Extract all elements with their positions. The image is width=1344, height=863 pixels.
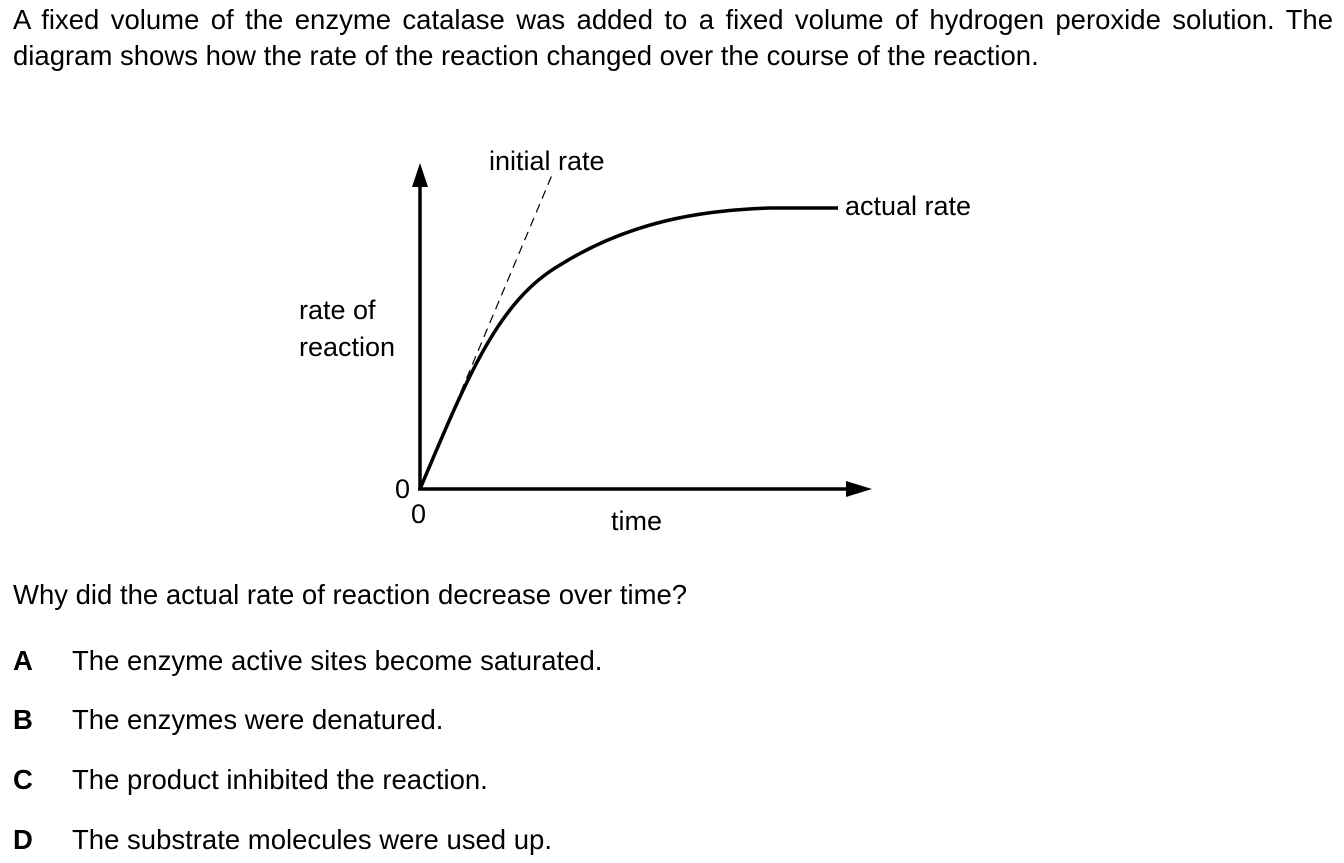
x-axis-label: time (611, 506, 663, 536)
y-axis-label-line2: reaction (299, 332, 396, 362)
option-text: The enzymes were denatured. (72, 704, 444, 735)
option-letter: D (13, 824, 33, 855)
option-letter: A (13, 645, 33, 676)
initial-rate-label: initial rate (489, 146, 605, 176)
option-text: The enzyme active sites become saturated. (72, 645, 603, 676)
question-stem: A fixed volume of the enzyme catalase was added to a fixed volume of hydrogen peroxide solution. The diagram shows how the rate of the reaction changed over the course of the reaction. (13, 4, 1333, 71)
question-text: Why did the actual rate of reaction decrease over time? (13, 579, 688, 610)
x-origin-label: 0 (411, 499, 427, 529)
y-axis-arrow-icon (412, 163, 428, 187)
y-axis-label-line1: rate of (299, 295, 376, 325)
option-text: The substrate molecules were used up. (72, 824, 552, 855)
option-letter: B (13, 704, 33, 735)
option-text: The product inhibited the reaction. (72, 764, 488, 795)
actual-rate-label: actual rate (845, 191, 972, 221)
x-axis-arrow-icon (846, 481, 872, 497)
y-origin-label: 0 (395, 474, 411, 504)
actual-rate-curve (420, 208, 838, 489)
option-letter: C (13, 764, 33, 795)
